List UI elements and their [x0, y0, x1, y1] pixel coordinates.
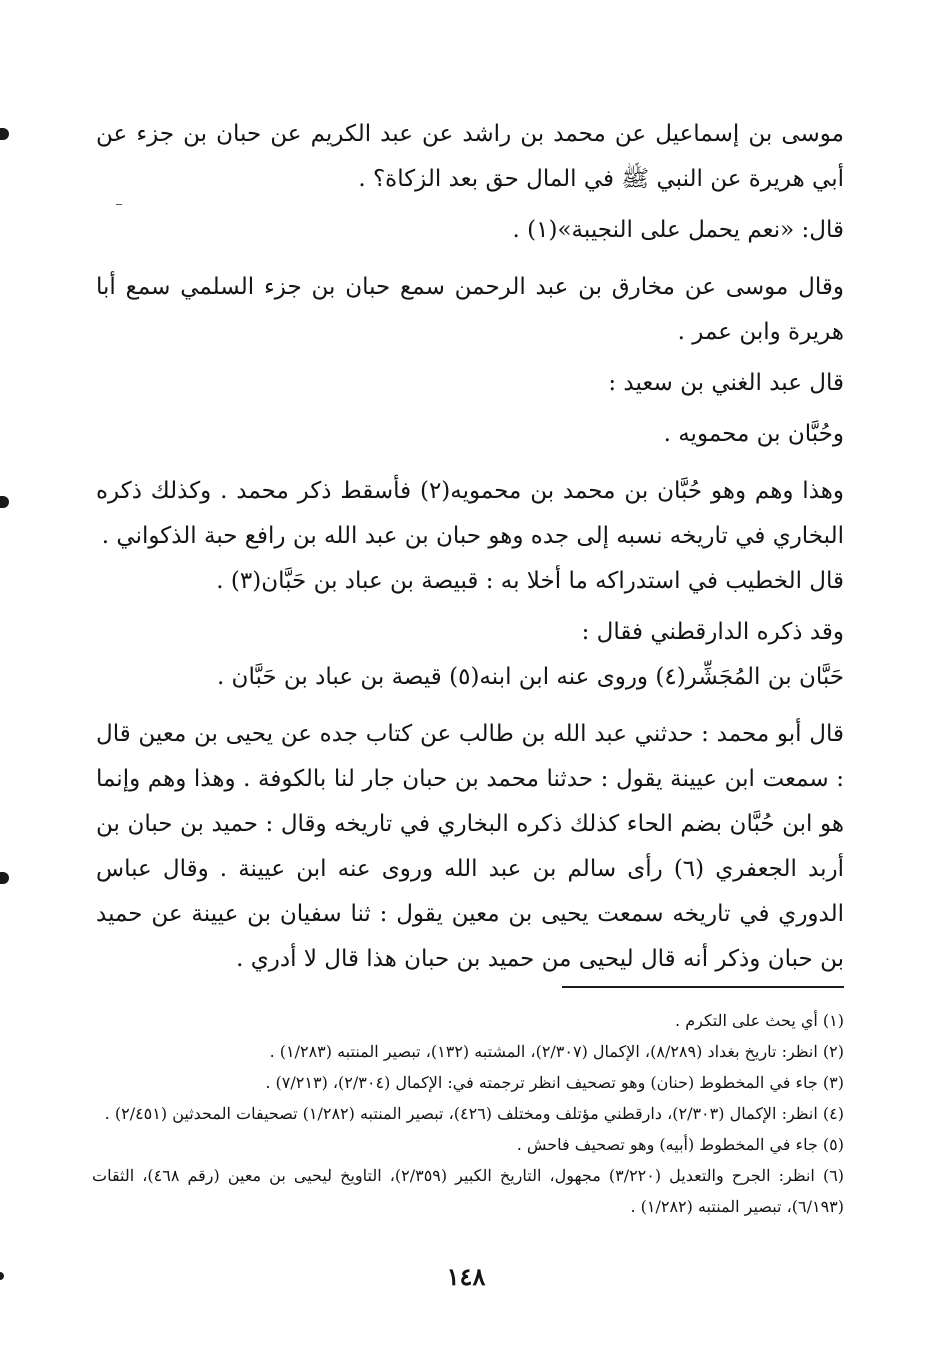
paragraph-chain-abu-hurayra: موسى بن إسماعيل عن محمد بن راشد عن عبد الكريم عن حبان بن جزء عن أبي هريرة عن النبي ﷺ في المال حق بعد الزكاة؟ .	[96, 121, 844, 192]
footnote-separator	[562, 986, 844, 988]
paragraph-daraqutni-heading: وقد ذكره الدارقطني فقال :	[581, 619, 844, 645]
page-number: ١٤٨	[446, 1262, 486, 1291]
paragraph-hibban-al-mujashshir: حَبَّان بن المُجَشِّر(٤) وروى عنه ابن ابنه(٥) قيصة بن عباد بن حَبَّان .	[216, 664, 844, 690]
paragraph-hibban-ibn-mahmawayh: وحُبَّان بن محمويه .	[663, 421, 844, 447]
main-text	[96, 112, 844, 982]
paragraph-musa-mukhariq: وقال موسى عن مخارق بن عبد الرحمن سمع حبان بن جزء السلمي سمع أبا هريرة وابن عمر .	[96, 274, 844, 345]
footnotes	[92, 1005, 844, 1222]
paragraph-wahm-correction: وهذا وهم وهو حُبَّان بن محمد بن محمويه(٢) فأسقط ذكر محمد . وكذلك ذكره البخاري في تاريخه نسبه إلى جده وهو حبان بن عبد الله بن رافع حبة الذكواني .	[96, 478, 844, 549]
paragraph-khatib-istidrak: قال الخطيب في استدراكه ما أخلا به : قبيصة بن عباد بن حَبَّان(٣) .	[216, 568, 844, 594]
footnote-2: (٢) انظر: تاريخ بغداد (٨/٢٨٩)، الإكمال (٢/٣٠٧)، المشتبه (١٣٢)، تبصير المنتبه (١/٢٨٣) .	[269, 1042, 844, 1061]
scan-edge-mark-lower	[0, 872, 9, 884]
paragraph-answer-quote: قال: «نعم يحمل على النجيبة»(١) .	[512, 217, 844, 243]
scan-edge-mark-top	[0, 128, 9, 140]
footnote-5: (٥) جاء في المخطوط (أبيه) وهو تصحيف فاحش .	[516, 1135, 844, 1154]
scan-edge-mark-middle	[0, 496, 9, 508]
paragraph-abd-al-ghani-heading: قال عبد الغني بن سعيد :	[608, 370, 844, 396]
paragraph-abu-muhammad-report: قال أبو محمد : حدثني عبد الله بن طالب عن كتاب جده عن يحيى بن معين قال : سمعت ابن عيينة يقول : حدثنا محمد بن حبان جار لنا بالكوفة . وهذا وهم وإنما هو ابن حُبَّان بضم الحاء كذلك ذكره البخاري في تاريخه وقال : حميد بن حبان بن أربد الجعفري (٦) رأى سالم بن عبد الله وروى عنه ابن عيينة . وقال عباس الدوري في تاريخه سمعت يحيى بن معين يقول : ثنا سفيان بن عيينة عن حميد بن حبان وذكر أنه قال ليحيى من حميد بن حبان هذا قال لا أدري .	[96, 721, 844, 972]
footnote-6: (٦) انظر: الجرح والتعديل (٣/٢٢٠) مجهول، التاريخ الكبير (٢/٣٥٩)، التاويخ ليحيى بن معين (رقم ٤٦٨)، الثقات (٦/١٩٣)، تبصير المنتبه (١/٢٨٢) .	[92, 1166, 845, 1216]
footnote-3: (٣) جاء في المخطوط (حنان) وهو تصحيف انظر ترجمته في: الإكمال (٢/٣٠٤)، (٧/٢١٣) .	[265, 1073, 844, 1092]
footnote-4: (٤) انظر: الإكمال (٢/٣٠٣)، دارقطني مؤتلف ومختلف (٤٢٦)، تبصير المنتبه (١/٢٨٢) تصحيفات المحدثين (٢/٤٥١) .	[104, 1104, 844, 1123]
footnote-1: (١) أي يحث على التكرم .	[675, 1011, 844, 1030]
